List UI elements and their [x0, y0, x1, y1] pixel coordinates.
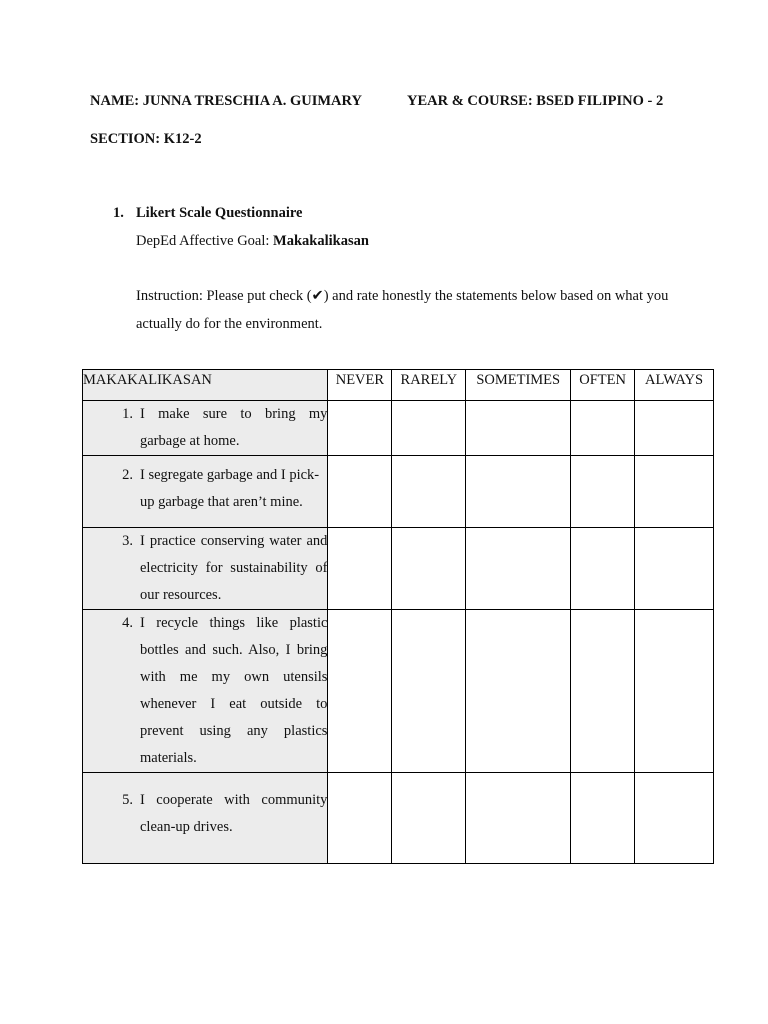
rating-cell-never[interactable] [328, 401, 392, 456]
statement-number: 4. [122, 615, 133, 631]
rating-cell-never[interactable] [328, 528, 392, 610]
statement-number: 3. [122, 533, 133, 549]
rating-cell-sometimes[interactable] [466, 773, 571, 864]
table-row [83, 456, 714, 528]
rating-cell-rarely[interactable] [392, 456, 466, 528]
rating-cell-never[interactable] [328, 773, 392, 864]
table-row [83, 773, 714, 864]
table-header-row [83, 370, 714, 401]
header-makakalikasan: MAKAKALIKASAN [83, 370, 328, 401]
affective-goal-label: DepEd Affective Goal: [136, 233, 274, 249]
affective-goal-value: Makakalikasan [273, 233, 369, 249]
rating-cell-sometimes[interactable] [466, 528, 571, 610]
statement-text: I segregate garbage and I pick-up garbage that aren’t mine. [140, 467, 320, 510]
rating-cell-always[interactable] [635, 401, 714, 456]
rating-cell-sometimes[interactable] [466, 456, 571, 528]
statement-text: I practice conserving water and electricity for sustainability of our resources. [140, 533, 328, 603]
statement-number: 2. [122, 467, 133, 483]
table-row [83, 610, 714, 773]
rating-cell-rarely[interactable] [392, 610, 466, 773]
rating-cell-often[interactable] [571, 401, 635, 456]
statement-number: 1. [122, 406, 133, 422]
affective-goal [136, 233, 369, 250]
rating-cell-often[interactable] [571, 456, 635, 528]
rating-cell-sometimes[interactable] [466, 610, 571, 773]
rating-cell-always[interactable] [635, 610, 714, 773]
header-rarely: RARELY [392, 370, 466, 401]
rating-cell-often[interactable] [571, 773, 635, 864]
statement-text: I cooperate with community clean-up drives. [140, 792, 328, 835]
statement-text: I make sure to bring my garbage at home. [140, 406, 328, 449]
likert-table [82, 369, 714, 864]
section-field: SECTION: K12-2 [90, 131, 202, 147]
table-row [83, 528, 714, 610]
header-sometimes: SOMETIMES [466, 370, 571, 401]
statement-cell [83, 401, 328, 456]
item-title: Likert Scale Questionnaire [136, 205, 303, 221]
table-row [83, 401, 714, 456]
rating-cell-often[interactable] [571, 610, 635, 773]
statement-cell [83, 528, 328, 610]
rating-cell-rarely[interactable] [392, 773, 466, 864]
rating-cell-often[interactable] [571, 528, 635, 610]
header-never: NEVER [328, 370, 392, 401]
rating-cell-always[interactable] [635, 773, 714, 864]
instruction-line-2: actually do for the environment. [136, 316, 323, 332]
rating-cell-always[interactable] [635, 456, 714, 528]
header-often: OFTEN [571, 370, 635, 401]
statement-text: I recycle things like plastic bottles and such. Also, I bring with me my own utensils whenever I eat outside to prevent using any plastics materials. [140, 615, 328, 766]
name-field: NAME: JUNNA TRESCHIA A. GUIMARY [90, 93, 362, 109]
statement-cell [83, 610, 328, 773]
rating-cell-never[interactable] [328, 610, 392, 773]
rating-cell-rarely[interactable] [392, 528, 466, 610]
statement-number: 5. [122, 792, 133, 808]
statement-cell [83, 773, 328, 864]
rating-cell-sometimes[interactable] [466, 401, 571, 456]
header-always: ALWAYS [635, 370, 714, 401]
rating-cell-never[interactable] [328, 456, 392, 528]
item-number: 1. [113, 205, 124, 221]
statement-cell [83, 456, 328, 528]
instruction-line-1: Instruction: Please put check (✔) and rate honestly the statements below based on what you [136, 288, 669, 304]
year-course-field: YEAR & COURSE: BSED FILIPINO - 2 [407, 93, 664, 109]
rating-cell-rarely[interactable] [392, 401, 466, 456]
rating-cell-always[interactable] [635, 528, 714, 610]
